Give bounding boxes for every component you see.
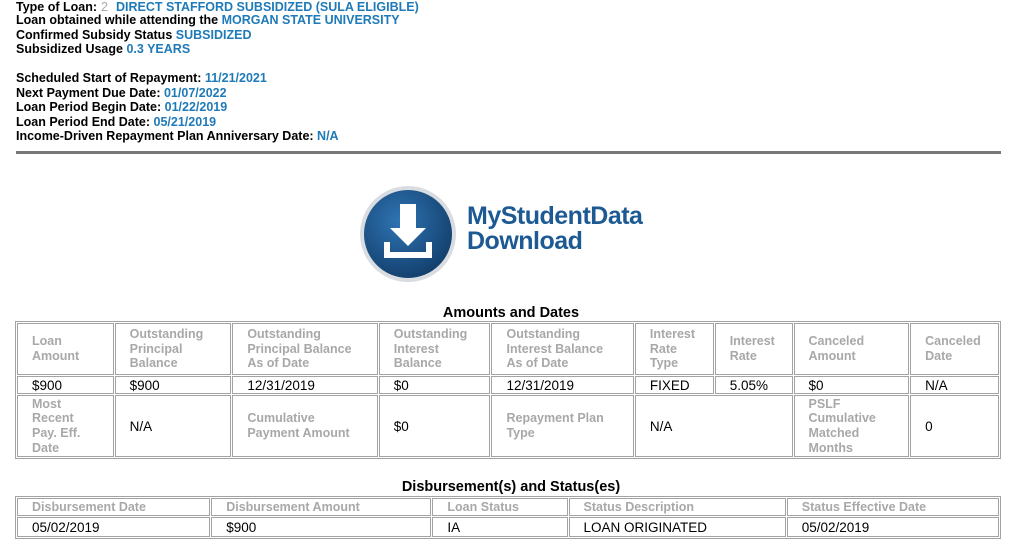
next-due-line xyxy=(16,86,227,100)
next-due-value: 01/07/2022 xyxy=(163,86,227,100)
usage-value: 0.3 YEARS xyxy=(126,42,191,56)
disbursement-amount-value: $900 xyxy=(211,517,431,537)
usage-line xyxy=(16,42,190,56)
loan-type-number: 2 xyxy=(101,0,108,14)
rate-header: Interest Rate xyxy=(715,323,793,375)
disbursement-amount-header: Disbursement Amount xyxy=(211,498,431,516)
interest-as-of-value: 12/31/2019 xyxy=(491,376,633,394)
disbursement-table xyxy=(15,496,1001,539)
canceled-amount-header: Canceled Amount xyxy=(794,323,910,375)
outstanding-interest-header: Outstanding Interest Balance xyxy=(379,323,491,375)
recent-pay-eff-date-header: Most Recent Pay. Eff. Date xyxy=(17,395,114,457)
loan-type-label: Type of Loan: xyxy=(16,0,98,14)
school-line xyxy=(16,13,400,27)
period-end-label: Loan Period End Date: xyxy=(16,115,151,129)
subsidy-label: Confirmed Subsidy Status xyxy=(16,28,173,42)
idr-label: Income-Driven Repayment Plan Anniversary Date: xyxy=(16,129,314,143)
disbursement-date-value: 05/02/2019 xyxy=(17,517,210,537)
disbursement-title: Disbursement(s) and Status(es) xyxy=(401,479,621,495)
repayment-plan-value: N/A xyxy=(635,395,793,457)
disbursement-header-row xyxy=(17,498,999,516)
amounts-value-row xyxy=(17,376,999,394)
status-effective-date-value: 05/02/2019 xyxy=(787,517,999,537)
disbursement-date-header: Disbursement Date xyxy=(17,498,210,516)
logo-line2: Download xyxy=(467,227,583,255)
period-begin-line xyxy=(16,100,227,114)
canceled-amount-value: $0 xyxy=(794,376,910,394)
rate-type-value: FIXED xyxy=(635,376,714,394)
subsidy-line xyxy=(16,28,251,42)
rate-type-header: Interest Rate Type xyxy=(635,323,714,375)
cumulative-payment-value: $0 xyxy=(379,395,491,457)
repay-start-label: Scheduled Start of Repayment: xyxy=(16,71,202,85)
idr-line xyxy=(16,129,339,143)
period-begin-label: Loan Period Begin Date: xyxy=(16,100,162,114)
logo-line1: MyStudentData xyxy=(467,202,643,230)
period-end-line xyxy=(16,115,216,129)
loan-amount-value: $900 xyxy=(17,376,114,394)
principal-as-of-header: Outstanding Principal Balance As of Date xyxy=(232,323,377,375)
loan-status-header: Loan Status xyxy=(432,498,567,516)
repay-start-line xyxy=(16,71,267,85)
pslf-header: PSLF Cumulative Matched Months xyxy=(794,395,910,457)
amounts-title: Amounts and Dates xyxy=(442,305,580,321)
next-due-label: Next Payment Due Date: xyxy=(16,86,161,100)
mystudentdata-logo xyxy=(358,184,668,284)
amounts-header-row xyxy=(17,323,999,375)
canceled-date-header: Canceled Date xyxy=(910,323,999,375)
download-icon xyxy=(358,184,458,284)
status-effective-date-header: Status Effective Date xyxy=(787,498,999,516)
interest-as-of-header: Outstanding Interest Balance As of Date xyxy=(491,323,633,375)
logo-text xyxy=(467,204,642,254)
period-end-value: 05/21/2019 xyxy=(153,115,217,129)
school-value: MORGAN STATE UNIVERSITY xyxy=(221,13,400,27)
pslf-value: 0 xyxy=(910,395,999,457)
usage-label: Subsidized Usage xyxy=(16,42,123,56)
school-label: Loan obtained while attending the xyxy=(16,13,219,27)
period-begin-value: 01/22/2019 xyxy=(164,100,228,114)
repay-start-value: 11/21/2021 xyxy=(204,71,267,85)
repayment-plan-header: Repayment Plan Type xyxy=(491,395,633,457)
principal-as-of-value: 12/31/2019 xyxy=(232,376,377,394)
canceled-date-value: N/A xyxy=(910,376,999,394)
recent-pay-eff-date-value: N/A xyxy=(115,395,232,457)
outstanding-interest-value: $0 xyxy=(379,376,491,394)
amounts-extra-row xyxy=(17,395,999,457)
outstanding-principal-value: $900 xyxy=(115,376,232,394)
loan-status-value: IA xyxy=(432,517,567,537)
loan-amount-header: Loan Amount xyxy=(17,323,114,375)
cumulative-payment-header: Cumulative Payment Amount xyxy=(232,395,377,457)
rate-value: 5.05% xyxy=(715,376,793,394)
disbursement-row xyxy=(17,517,999,537)
outstanding-principal-header: Outstanding Principal Balance xyxy=(115,323,232,375)
section-divider xyxy=(16,151,1001,154)
status-description-value: LOAN ORIGINATED xyxy=(569,517,786,537)
status-description-header: Status Description xyxy=(569,498,786,516)
amounts-table xyxy=(15,321,1001,459)
idr-value: N/A xyxy=(317,129,339,143)
subsidy-value: SUBSIDIZED xyxy=(175,28,252,42)
loan-type-value: DIRECT STAFFORD SUBSIDIZED (SULA ELIGIBLE) xyxy=(115,0,419,14)
